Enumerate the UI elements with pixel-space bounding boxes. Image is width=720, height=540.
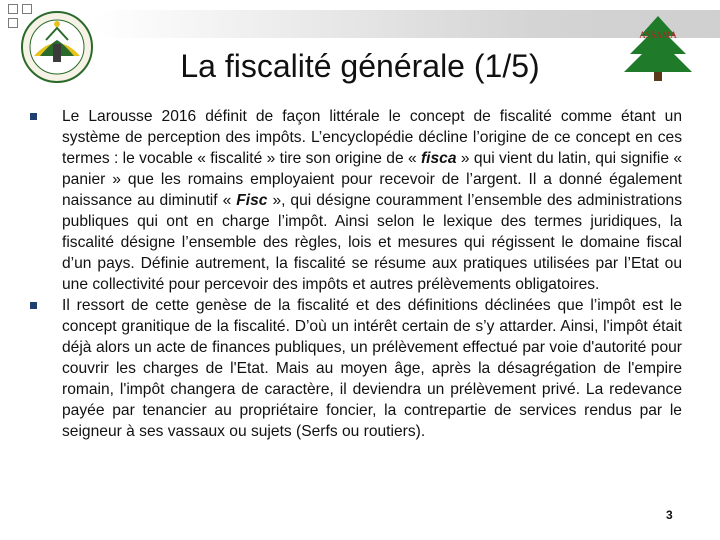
text-segment: » qui vient du latin, qui signifie « panier » que les romains employaient pour recevoir de l’argent. Il a donné également naissance au diminutif « bbox=[62, 150, 683, 209]
square-bullet-icon bbox=[30, 302, 37, 309]
tree-logo-text: ASSAMA bbox=[639, 30, 677, 40]
bullet-text bbox=[62, 108, 682, 293]
slide-body bbox=[28, 106, 682, 442]
text-segment: », qui désigne couramment l’ensemble des administrations publiques qui ont en charge l’impôt. Ainsi selon le lexique des termes juridiques, la fiscalité désigne l’ensemble des règles, lois et mesures qui régissent le domaine fiscal d’un pays. Définie autrement, la fiscalité se résume aux pratiques utilisées par l’Etat ou une collectivité pour percevoir des impôts et autres prélèvements obligatoires. bbox=[62, 192, 683, 293]
square-bullet-icon bbox=[30, 113, 37, 120]
text-segment: Le Larousse 2016 définit de façon littérale le concept de fiscalité comme étant un système de perception des impôts. L’encyclopédie décline l’origine de ce concept en ces termes : le vocable « fiscalité » tire son origine de « bbox=[62, 108, 682, 167]
bullet-item bbox=[28, 106, 682, 295]
page-number: 3 bbox=[666, 508, 673, 522]
decor-square bbox=[8, 18, 18, 28]
bullet-item bbox=[28, 295, 682, 442]
tree-logo-icon bbox=[618, 14, 698, 82]
decor-square bbox=[8, 4, 18, 14]
institution-seal-icon bbox=[20, 10, 94, 84]
bullet-text: Il ressort de cette genèse de la fiscalité et des définitions déclinées que l’impôt est le concept granitique de la fiscalité. D’où un intérêt certain de s’y attarder. Ainsi, l'impôt était déjà alors un acte de finances publiques, un prélèvement effectué par voie d'autorité pour couvrir les charges de l'Etat. Mais au moyen âge, après la désagrégation de l'empire romain, l'impôt changera de caractère, il deviendra un prélèvement privé. La redevance payée par tenancier au propriétaire foncier, la contrepartie de services rendus par le seigneur à ses vassaux ou sujets (Serfs ou routiers). bbox=[62, 297, 682, 440]
slide-title: La fiscalité générale (1/5) bbox=[180, 48, 540, 84]
emphasis-fisc: Fisc bbox=[236, 192, 268, 209]
emphasis-fisca: fisca bbox=[420, 150, 457, 167]
